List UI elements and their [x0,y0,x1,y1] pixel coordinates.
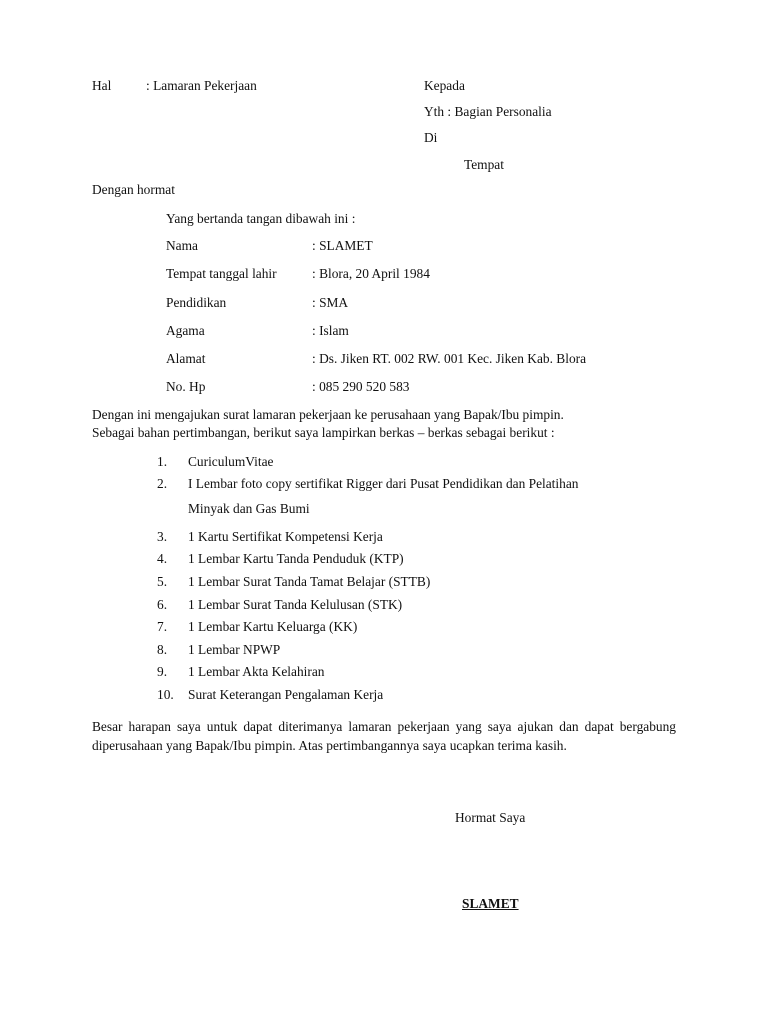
list-item-continuation: Minyak dan Gas Bumi [188,501,310,516]
body-paragraph-line-2: Sebagai bahan pertimbangan, berikut saya lampirkan berkas – berkas sebagai berikut : [92,425,555,440]
field-value-ttl: : Blora, 20 April 1984 [312,266,430,281]
hal-label: Hal [92,78,112,93]
list-item: 1 Lembar Surat Tanda Kelulusan (STK) [188,597,403,612]
recipient-line-tempat: Tempat [464,157,504,172]
list-item-number: 1. [157,454,168,469]
field-value-nohp: : 085 290 520 583 [312,379,410,394]
body-paragraph-line-1: Dengan ini mengajukan surat lamaran pekerjaan ke perusahaan yang Bapak/Ibu pimpin. [92,407,564,422]
hal-value: : Lamaran Pekerjaan [146,78,257,93]
field-label-alamat: Alamat [166,351,206,366]
signoff: Hormat Saya [455,810,526,825]
list-item: I Lembar foto copy sertifikat Rigger dari Pusat Pendidikan dan Pelatihan [188,476,579,491]
field-label-agama: Agama [166,323,205,338]
signature-name: SLAMET [462,896,519,911]
field-value-alamat: : Ds. Jiken RT. 002 RW. 001 Kec. Jiken Kab. Blora [312,351,587,366]
greeting: Dengan hormat [92,182,175,197]
list-item: CuriculumVitae [188,454,274,469]
recipient-line-yth: Yth : Bagian Personalia [424,104,552,119]
field-label-pendidikan: Pendidikan [166,295,227,310]
list-item: 1 Lembar NPWP [188,642,281,657]
recipient-line-kepada: Kepada [424,78,465,93]
list-item: Surat Keterangan Pengalaman Kerja [188,687,384,702]
list-item-number: 2. [157,476,168,491]
list-item-number: 10. [157,687,174,702]
list-item-number: 6. [157,597,168,612]
list-item-number: 9. [157,664,168,679]
field-value-nama: : SLAMET [312,238,373,253]
intro-line: Yang bertanda tangan dibawah ini : [166,211,356,226]
field-label-nama: Nama [166,238,198,253]
field-value-agama: : Islam [312,323,349,338]
field-label-nohp: No. Hp [166,379,206,394]
list-item-number: 4. [157,551,168,566]
list-item: 1 Lembar Surat Tanda Tamat Belajar (STTB) [188,574,431,589]
list-item-number: 8. [157,642,168,657]
list-item: 1 Lembar Kartu Tanda Penduduk (KTP) [188,551,404,566]
recipient-line-di: Di [424,130,438,145]
field-label-ttl: Tempat tanggal lahir [166,266,277,281]
closing-paragraph: Besar harapan saya untuk dapat diterimanya lamaran pekerjaan yang saya ajukan dan dapat bergabung diperusahaan yang Bapak/Ibu pimpin. Atas pertimbangannya saya ucapkan terima kasih. [92,719,676,753]
list-item: 1 Kartu Sertifikat Kompetensi Kerja [188,529,383,544]
field-value-pendidikan: : SMA [312,295,349,310]
list-item: 1 Lembar Kartu Keluarga (KK) [188,619,358,634]
list-item-number: 7. [157,619,168,634]
list-item: 1 Lembar Akta Kelahiran [188,664,325,679]
list-item-number: 5. [157,574,168,589]
list-item-number: 3. [157,529,168,544]
